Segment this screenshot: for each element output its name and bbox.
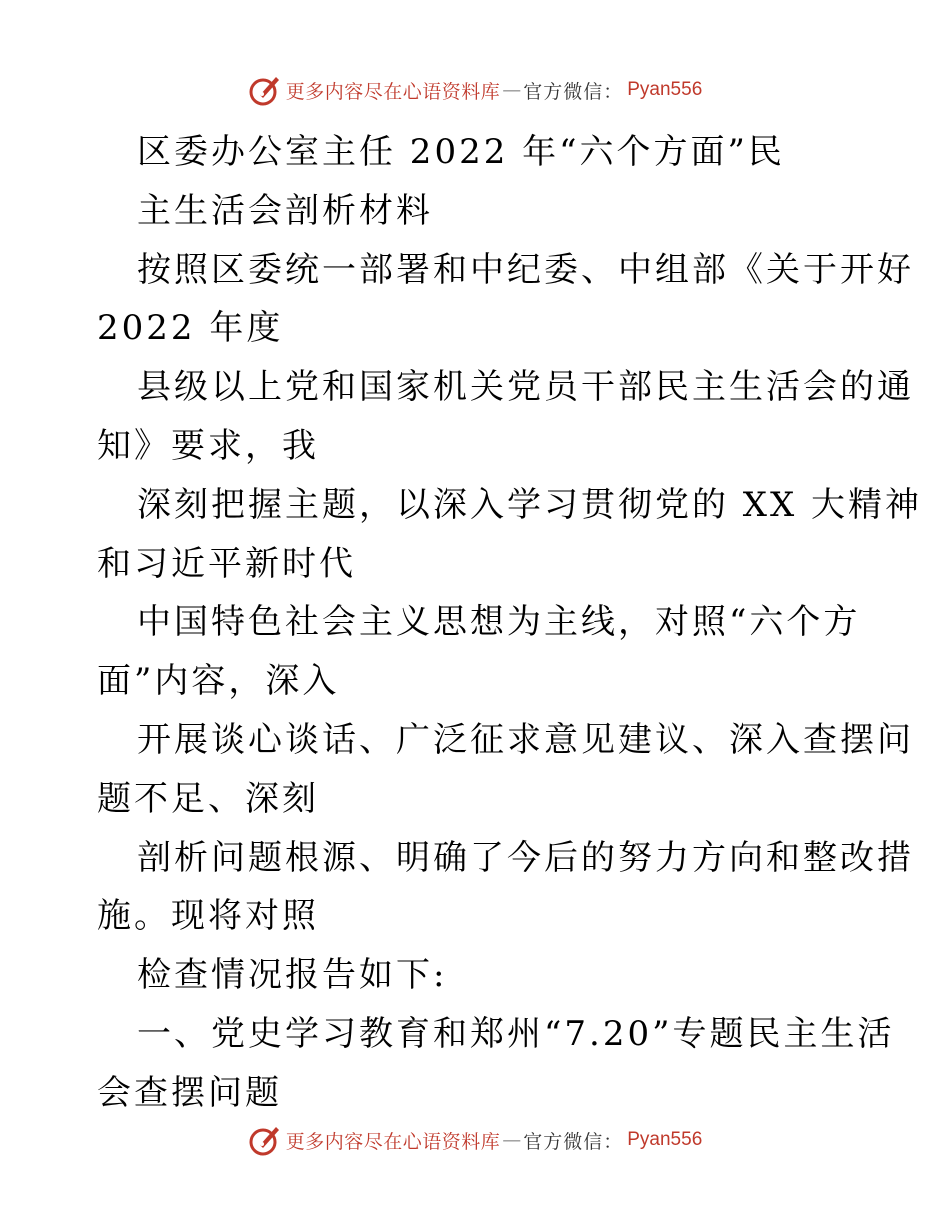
doc-line: 知》要求，我	[97, 425, 319, 466]
watermark-text: 更多内容尽在心语资料库	[285, 80, 501, 103]
doc-line: 题不足、深刻	[97, 778, 319, 819]
doc-line: 主生活会剖析材料	[137, 190, 433, 231]
pen-nib-logo-icon	[248, 73, 282, 107]
watermark-sub: 官方微信：	[523, 80, 624, 103]
doc-line: 会查摆问题	[97, 1072, 282, 1113]
doc-line: 深刻把握主题，以深入学习贯彻党的 XX 大精神	[137, 484, 923, 525]
doc-line: 剖析问题根源、明确了今后的努力方向和整改措	[137, 837, 914, 878]
doc-line: 面”内容，深入	[97, 661, 340, 702]
doc-line: 按照区委统一部署和中纪委、中组部《关于开好	[137, 249, 914, 290]
watermark-id: Pyan556	[627, 79, 703, 100]
watermark-footer	[0, 1120, 950, 1160]
watermark-header	[0, 70, 950, 110]
document-body	[97, 123, 923, 1123]
watermark-text: 更多内容尽在心语资料库	[285, 1130, 501, 1153]
doc-line: 县级以上党和国家机关党员干部民主生活会的通	[137, 367, 914, 408]
doc-line: 一、党史学习教育和郑州“7.20”专题民主生活	[137, 1013, 895, 1054]
doc-line: 施。现将对照	[97, 896, 319, 937]
doc-line: 2022 年度	[97, 308, 284, 349]
doc-line: 区委办公室主任 2022 年“六个方面”民	[137, 132, 785, 172]
doc-line: 开展谈心谈话、广泛征求意见建议、深入查摆问	[137, 719, 914, 760]
watermark-id: Pyan556	[627, 1129, 703, 1150]
watermark-sub: 官方微信：	[523, 1130, 624, 1153]
doc-line: 检查情况报告如下:	[137, 955, 448, 996]
doc-line: 中国特色社会主义思想为主线，对照“六个方	[137, 602, 861, 643]
watermark-dash: —	[502, 79, 522, 101]
watermark-dash: —	[502, 1129, 522, 1151]
pen-nib-logo-icon	[248, 1123, 282, 1157]
doc-line: 和习近平新时代	[97, 543, 356, 584]
